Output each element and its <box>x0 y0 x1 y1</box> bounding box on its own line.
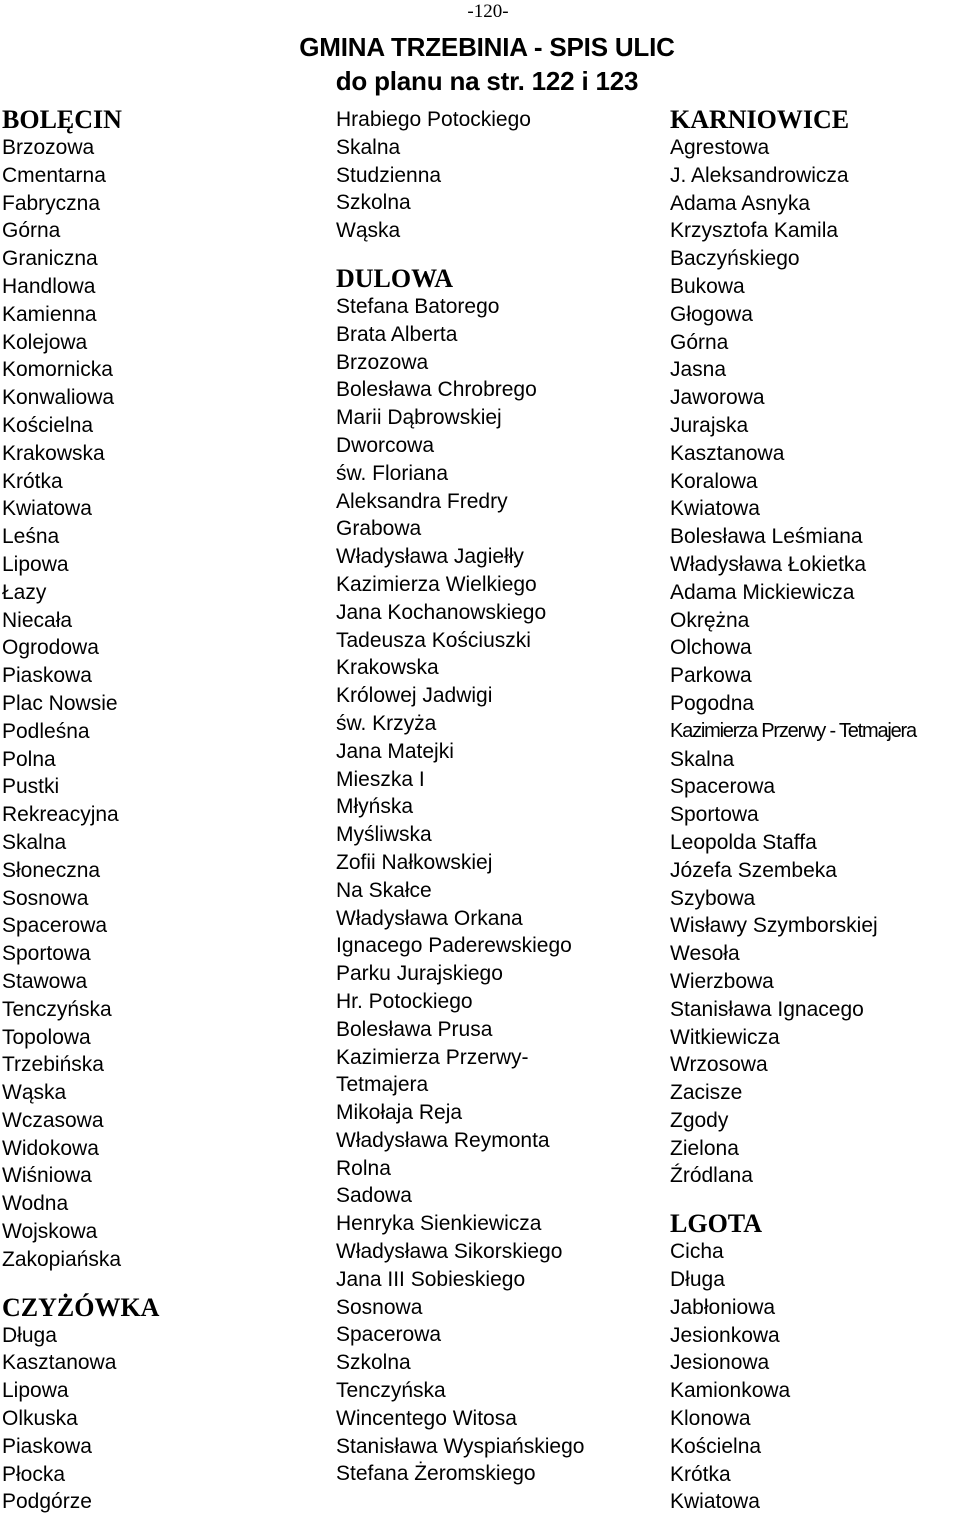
section-spacer <box>336 245 584 265</box>
street-name: Olkuska <box>2 1407 78 1431</box>
street-name: Widokowa <box>2 1136 99 1160</box>
street-name: Brata Alberta <box>336 322 458 346</box>
street-name: Brzozowa <box>2 136 95 159</box>
street-name: Leśna <box>2 525 60 549</box>
district-heading: DULOWA <box>336 263 454 293</box>
street-name: Mikołaja Reja <box>336 1101 463 1125</box>
street-name: Płocka <box>2 1462 66 1486</box>
street-name: Jaworowa <box>670 386 765 410</box>
street-name: Jesionkowa <box>670 1323 780 1347</box>
district-heading: BOLĘCIN <box>2 105 122 134</box>
street-name: Adama Asnyka <box>670 191 811 215</box>
street-name: Rolna <box>336 1156 391 1180</box>
street-name: Krakowska <box>336 656 439 680</box>
street-name: Wąska <box>2 1081 67 1105</box>
street-name: Jesionowa <box>670 1351 770 1375</box>
street-name: Szybowa <box>670 886 756 910</box>
street-name: Piaskowa <box>2 664 92 688</box>
street-name: Wisławy Szymborskiej <box>670 914 878 938</box>
street-name: Stefana Żeromskiego <box>336 1462 536 1486</box>
street-name: Zgody <box>670 1108 729 1132</box>
street-name: Szkolna <box>336 1351 411 1375</box>
street-name: Piaskowa <box>2 1434 92 1458</box>
street-name: Wczasowa <box>2 1108 104 1132</box>
street-name: Cicha <box>670 1240 724 1264</box>
street-name: Brzozowa <box>336 350 429 374</box>
street-name: Długa <box>2 1323 57 1347</box>
street-name: Myśliwska <box>336 823 432 847</box>
street-name: Parkowa <box>670 664 752 688</box>
street-name: Niecała <box>2 608 73 632</box>
street-name: Górna <box>2 219 61 243</box>
street-name: Tenczyńska <box>2 997 112 1021</box>
street-name: Wiśniowa <box>2 1164 92 1188</box>
district-heading: CZYŻÓWKA <box>2 1292 160 1322</box>
street-name: Kolejowa <box>2 330 88 354</box>
street-name: Sadowa <box>336 1184 412 1208</box>
street-name: Graniczna <box>2 247 98 271</box>
street-name: Topolowa <box>2 1025 91 1049</box>
street-name: Wodna <box>2 1192 69 1216</box>
street-name: Wąska <box>336 219 401 243</box>
street-name: Jana Kochanowskiego <box>336 600 547 624</box>
street-name: Władysława Reymonta <box>336 1128 550 1152</box>
street-name: Trzebińska <box>2 1053 104 1077</box>
street-name: Wrzosowa <box>670 1053 768 1077</box>
street-name: Baczyńskiego <box>670 247 800 271</box>
street-name: Sosnowa <box>336 1295 423 1319</box>
street-name: Kwiatowa <box>670 497 760 521</box>
street-name: Stanisława Ignacego <box>670 997 864 1021</box>
street-name: Klonowa <box>670 1407 751 1431</box>
street-name: Głogowa <box>670 302 753 326</box>
street-name: Krótka <box>670 1462 731 1486</box>
street-name: Grabowa <box>336 517 422 541</box>
street-name: Górna <box>670 330 729 354</box>
street-name: Aleksandra Fredry <box>336 489 508 513</box>
title-line-2: do planu na str. 122 i 123 <box>335 66 639 96</box>
section-spacer <box>2 1274 159 1294</box>
street-name: Okrężna <box>670 608 750 632</box>
street-name: Adama Mickiewicza <box>670 580 855 604</box>
street-name: Jasna <box>670 358 727 382</box>
street-name: Wojskowa <box>2 1220 98 1244</box>
street-name: Zofii Nałkowskiej <box>336 850 493 874</box>
street-name: Mieszka I <box>336 767 425 791</box>
street-name: Henryka Sienkiewicza <box>336 1212 542 1236</box>
district-heading: KARNIOWICE <box>670 105 850 134</box>
street-name: Krakowska <box>2 441 105 465</box>
street-name: Kościelna <box>2 413 94 437</box>
street-name: Królowej Jadwigi <box>336 684 493 708</box>
street-name: Bolesława Chrobrego <box>336 378 537 402</box>
street-name: Skalna <box>336 135 401 159</box>
street-name: Pogodna <box>670 691 755 715</box>
street-name: Wierzbowa <box>670 969 774 993</box>
street-name: Leopolda Staffa <box>670 830 817 854</box>
page-number: -120- <box>467 1 509 22</box>
street-name: Plac Nowsie <box>2 691 118 715</box>
street-name: Źródlana <box>670 1164 753 1188</box>
street-name: Władysława Łokietka <box>670 552 867 576</box>
street-name: Zakopiańska <box>2 1247 122 1271</box>
street-name: Sportowa <box>670 803 759 827</box>
street-name: Agrestowa <box>670 136 770 159</box>
street-name: Tenczyńska <box>336 1379 446 1403</box>
street-name: Komornicka <box>2 358 113 382</box>
street-name: Polna <box>2 747 56 771</box>
street-name: Sportowa <box>2 942 91 966</box>
street-name: Wincentego Witosa <box>336 1406 517 1430</box>
street-name: Krótka <box>2 469 63 493</box>
street-name: Kasztanowa <box>670 441 785 465</box>
street-name: Podgórze <box>2 1490 92 1514</box>
title-line-1: GMINA TRZEBINIA - SPIS ULIC <box>299 32 675 62</box>
street-name: Kościelna <box>670 1434 762 1458</box>
street-name: Krzysztofa Kamila <box>670 219 839 243</box>
street-name: Szkolna <box>336 191 411 215</box>
street-name: Studzienna <box>336 163 442 187</box>
street-name: Kwiatowa <box>2 497 92 521</box>
street-name: Tetmajera <box>336 1073 429 1097</box>
street-name: Władysława Orkana <box>336 906 523 930</box>
street-name: Spacerowa <box>670 775 776 799</box>
street-name: Długa <box>670 1268 725 1292</box>
section-spacer <box>670 1190 916 1210</box>
street-name: Łazy <box>2 580 47 604</box>
street-name: Handlowa <box>2 274 96 298</box>
district-heading: LGOTA <box>670 1209 762 1239</box>
street-name: Tadeusza Kościuszki <box>336 628 531 652</box>
street-name: Zacisze <box>670 1081 743 1105</box>
street-name: Skalna <box>670 747 735 771</box>
street-name: Stanisława Wyspiańskiego <box>336 1434 585 1458</box>
street-name: Młyńska <box>336 795 414 819</box>
street-name: Spacerowa <box>2 914 108 938</box>
street-name: Lipowa <box>2 552 69 576</box>
street-name: Jurajska <box>670 413 749 437</box>
street-name: Józefa Szembeka <box>670 858 837 882</box>
street-name: Cmentarna <box>2 163 106 187</box>
street-name: Stawowa <box>2 969 88 993</box>
street-name: Skalna <box>2 830 67 854</box>
street-name: Marii Dąbrowskiej <box>336 406 502 430</box>
street-name: Fabryczna <box>2 191 101 215</box>
street-name: Kasztanowa <box>2 1351 117 1375</box>
street-name: Kamienna <box>2 302 97 326</box>
street-name: Dworcowa <box>336 433 435 457</box>
street-name: Słoneczna <box>2 858 101 882</box>
street-name: Olchowa <box>670 636 752 660</box>
street-name: Ogrodowa <box>2 636 99 660</box>
page-title <box>0 30 960 98</box>
street-name: Bolesława Leśmiana <box>670 525 863 549</box>
street-name: Konwaliowa <box>2 386 115 410</box>
street-name: Lipowa <box>2 1379 69 1403</box>
street-name: Spacerowa <box>336 1323 442 1347</box>
street-name: Wesoła <box>670 942 740 966</box>
street-name: Bolesława Prusa <box>336 1017 493 1041</box>
street-name: J. Aleksandrowicza <box>670 163 849 187</box>
street-name: św. Floriana <box>336 461 449 485</box>
street-name: Bukowa <box>670 274 745 298</box>
street-column-1 <box>2 106 159 1516</box>
street-name: św. Krzyża <box>336 711 437 735</box>
street-name: Rekreacyjna <box>2 803 119 827</box>
street-name: Kazimierza Wielkiego <box>336 572 537 596</box>
street-name: Hr. Potockiego <box>336 989 473 1013</box>
street-name: Kamionkowa <box>670 1379 791 1403</box>
street-name: Władysława Sikorskiego <box>336 1240 563 1264</box>
street-name: Kwiatowa <box>670 1490 760 1514</box>
street-column-2 <box>336 106 584 1488</box>
street-name: Jana III Sobieskiego <box>336 1267 526 1291</box>
street-name: Na Skałce <box>336 878 432 902</box>
street-name: Ignacego Paderewskiego <box>336 934 572 958</box>
street-name: Zielona <box>670 1136 739 1160</box>
street-name: Jabłoniowa <box>670 1295 776 1319</box>
street-name: Jana Matejki <box>336 739 454 763</box>
street-name: Parku Jurajskiego <box>336 962 503 986</box>
street-name: Sosnowa <box>2 886 89 910</box>
street-name: Hrabiego Potockiego <box>336 108 531 131</box>
street-name: Kazimierza Przerwy - Tetmajera <box>670 719 916 742</box>
street-name: Pustki <box>2 775 60 799</box>
street-name: Podleśna <box>2 719 90 743</box>
street-name: Stefana Batorego <box>336 294 500 318</box>
street-name: Kazimierza Przerwy- <box>336 1045 529 1069</box>
street-column-3 <box>670 106 916 1516</box>
street-name: Witkiewicza <box>670 1025 780 1049</box>
street-name: Koralowa <box>670 469 758 493</box>
street-name: Władysława Jagiełły <box>336 545 524 569</box>
